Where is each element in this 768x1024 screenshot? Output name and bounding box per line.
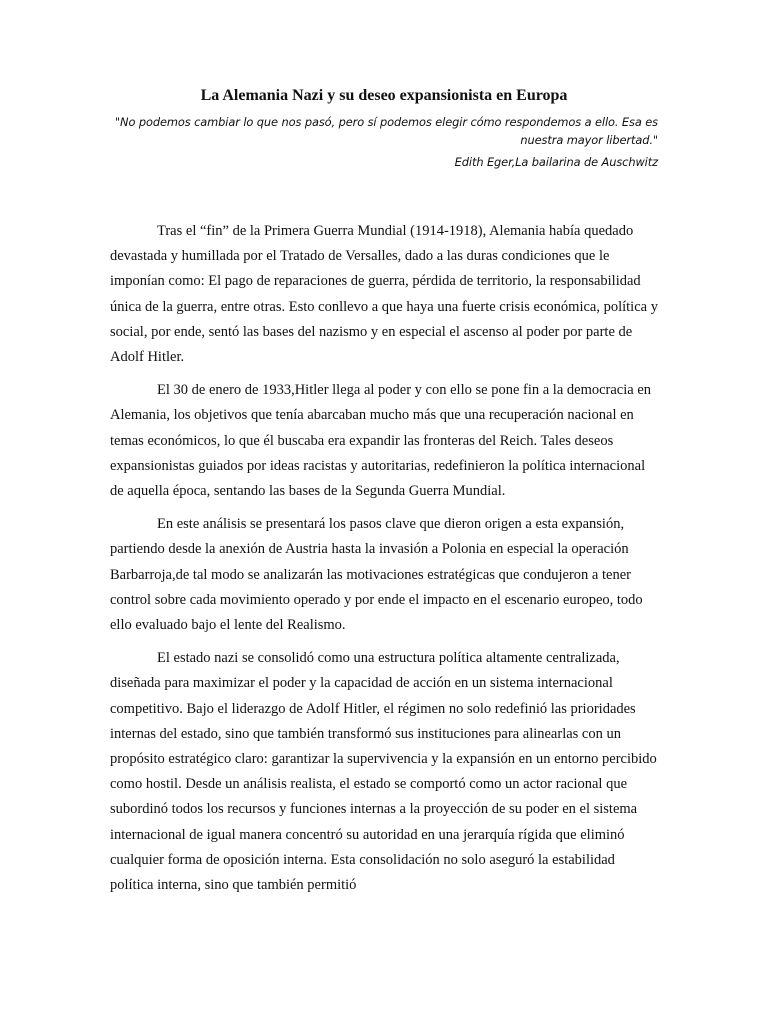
document-title: La Alemania Nazi y su deseo expansionista en Europa — [200, 87, 568, 104]
document-page — [110, 84, 658, 906]
paragraph-1: Tras el “fin” de la Primera Guerra Mundial (1914-1918), Alemania había quedado devastada y humillada por el Tratado de Versalles, dado a las duras condiciones que le imponían como: El pago de reparaciones de guerra, pérdida de territorio, la responsabilidad única de la guerra, entre otras. Esto conllevo a que haya una fuerte crisis económica, política y social, por ende, sentó las bases del nazismo y en especial el ascenso al poder por parte de Adolf Hitler. — [110, 223, 658, 366]
paragraph-3: En este análisis se presentará los pasos clave que dieron origen a esta expansión, partiendo desde la anexión de Austria hasta la invasión a Polonia en especial la operación Barbarroja,de tal modo se analizarán las motivaciones estratégicas que condujeron a tener control sobre cada movimiento operado y por ende el impacto en el escenario europeo, todo ello evaluado bajo el lente del Realismo. — [110, 516, 643, 634]
document-body — [110, 219, 658, 898]
epigraph-quote: "No podemos cambiar lo que nos pasó, pero sí podemos elegir cómo respondemos a ello. Esa es nuestra mayor libertad." — [114, 115, 658, 147]
paragraph-4: El estado nazi se consolidó como una estructura política altamente centralizada, diseñada para maximizar el poder y la capacidad de acción en un sistema internacional competitivo. Bajo el liderazgo de Adolf Hitler, el régimen no solo redefinió las prioridades internas del estado, sino que también transformó sus instituciones para alinearlas con un propósito estratégico claro: garantizar la supervivencia y la expansión en un entorno percibido como hostil. Desde un análisis realista, el estado se comportó como un actor racional que subordinó todos los recursos y funciones internas a la proyección de su poder en el sistema internacional de igual manera concentró su autoridad en una jerarquía rígida que eliminó cualquier forma de oposición interna. Esta consolidación no solo aseguró la estabilidad política interna, sino que también permitió — [110, 650, 657, 894]
paragraph-2: El 30 de enero de 1933,Hitler llega al poder y con ello se pone fin a la democracia en Alemania, los objetivos que tenía abarcaban mucho más que una recuperación nacional en temas económicos, lo que él buscaba era expandir las fronteras del Reich. Tales deseos expansionistas guiados por ideas racistas y autoritarias, redefinieron la política internacional de aquella época, sentando las bases de la Segunda Guerra Mundial. — [110, 382, 652, 500]
epigraph-attribution: Edith Eger,La bailarina de Auschwitz — [454, 155, 658, 169]
